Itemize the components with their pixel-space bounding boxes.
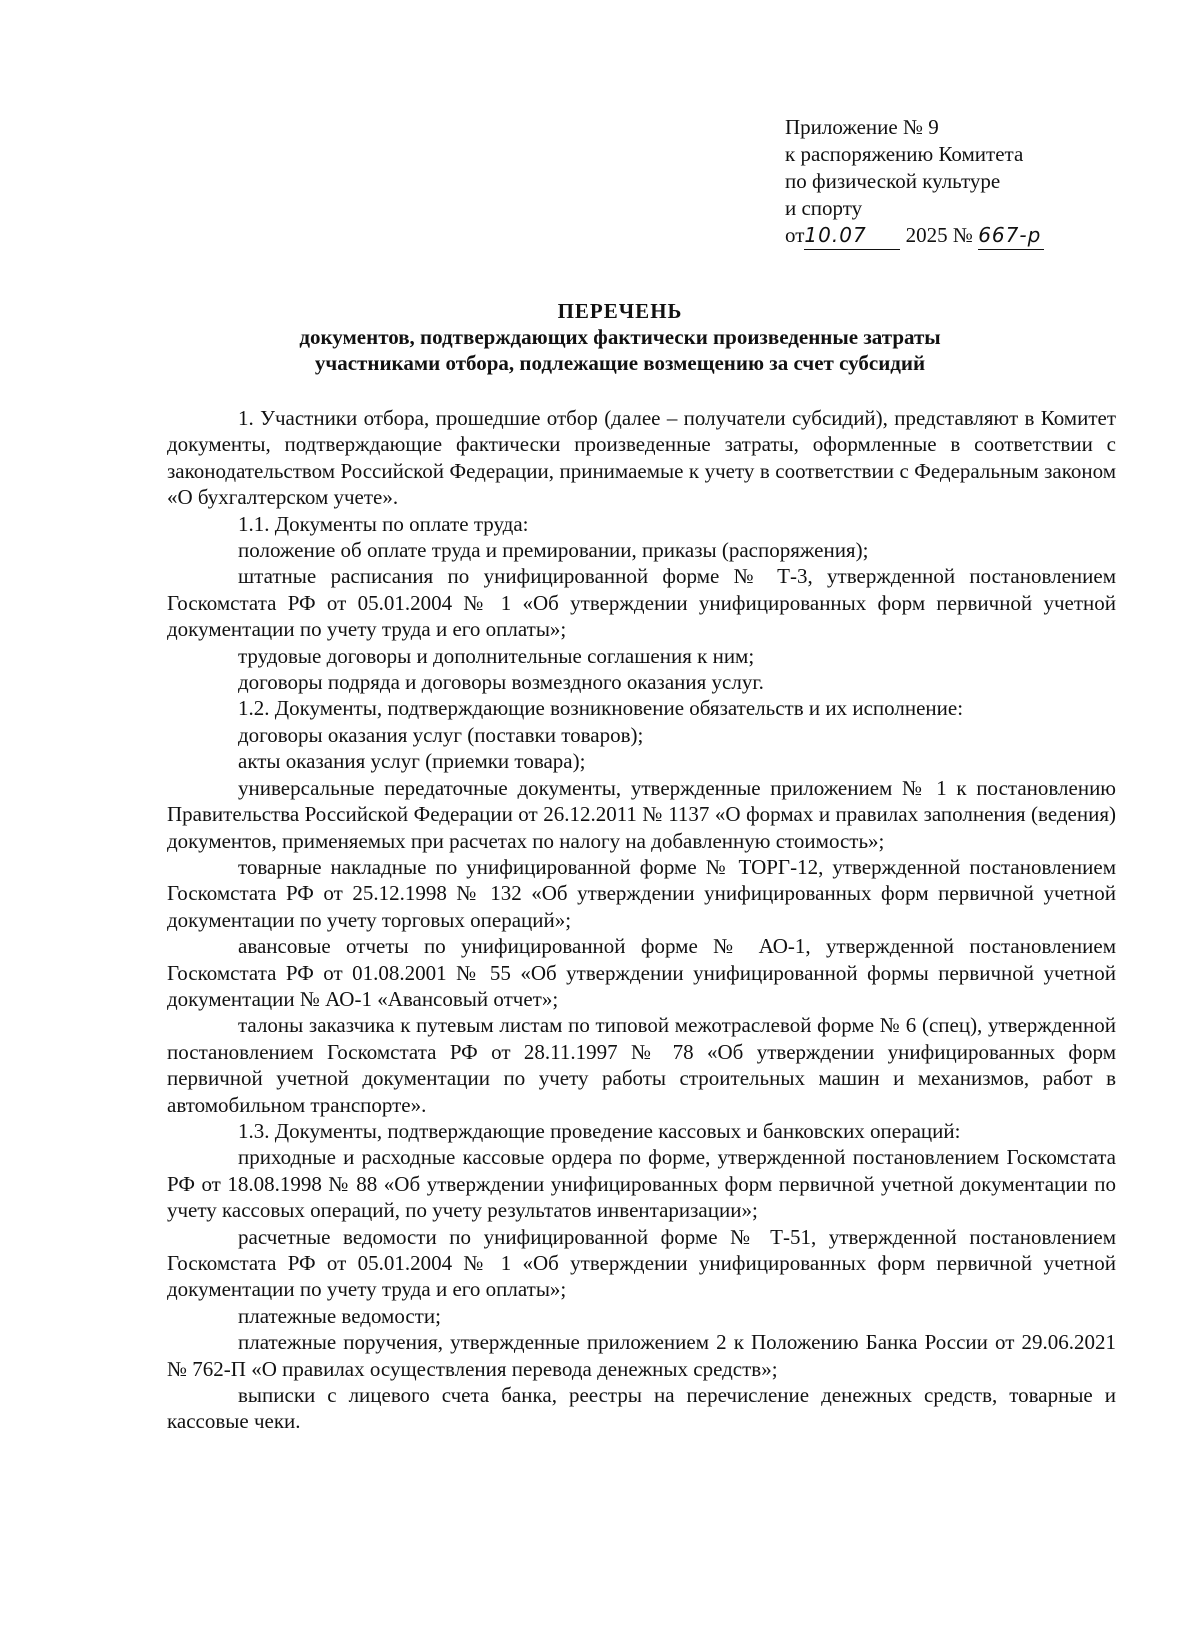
appendix-line-1: Приложение № 9 — [785, 115, 939, 139]
paragraph: талоны заказчика к путевым листам по типовой межотраслевой форме № 6 (спец), утвержденной постановлением Госкомстата РФ от 28.11.1997 № 78 «Об утверждении унифицированных форм первичной учетной документации по учету работы строительных машин и механизмов, работ в автомобильном транспорте». — [167, 1013, 1116, 1117]
paragraph: приходные и расходные кассовые ордера по форме, утвержденной постановлением Госкомстата РФ от 18.08.1998 № 88 «Об утверждении унифицированных форм первичной учетной документации по учету кассовых операций, по учету результатов инвентаризации»; — [167, 1145, 1116, 1223]
paragraph: штатные расписания по унифицированной форме № Т-3, утвержденной постановлением Госкомстата РФ от 05.01.2004 № 1 «Об утверждении унифицированных форм первичной учетной документации по учету труда и его оплаты»; — [167, 564, 1116, 642]
paragraph: 1.3. Документы, подтверждающие проведение кассовых и банковских операций: — [238, 1118, 961, 1143]
paragraph: авансовые отчеты по унифицированной форме № АО-1, утвержденной постановлением Госкомстата РФ от 01.08.2001 № 55 «Об утверждении унифицированной формы первичной учетной документации № АО-1 «Авансовый отчет»; — [167, 934, 1116, 1011]
title-heading: ПЕРЕЧЕНЬ — [557, 299, 683, 323]
appendix-line-2: к распоряжению Комитета — [785, 142, 1024, 166]
paragraph: акты оказания услуг (приемки товара); — [238, 749, 586, 774]
appendix-header — [785, 114, 1105, 250]
paragraph: положение об оплате труда и премировании, приказы (распоряжения); — [238, 538, 869, 563]
appendix-line-3: по физической культуре — [785, 169, 1001, 193]
number-field — [978, 222, 1044, 250]
title-subtitle-line-1: документов, подтверждающих фактически произведенные затраты — [299, 325, 941, 349]
handwritten-date: 10.07 — [804, 223, 867, 247]
paragraph: трудовые договоры и дополнительные соглашения к ним; — [238, 643, 755, 668]
paragraph: договоры подряда и договоры возмездного оказания услуг. — [238, 670, 764, 695]
handwritten-number: 667-р — [978, 223, 1042, 247]
paragraph: договоры оказания услуг (поставки товаров); — [238, 722, 644, 747]
paragraph: универсальные передаточные документы, утвержденные приложением № 1 к постановлению Правительства Российской Федерации от 26.12.2011 № 1137 «О формах и правилах заполнения (ведения) документов, применяемых при расчетах по налогу на добавленную стоимость»; — [167, 775, 1116, 853]
paragraph: 1.1. Документы по оплате труда: — [238, 511, 529, 536]
paragraph: расчетные ведомости по унифицированной форме № Т-51, утвержденной постановлением Госкомстата РФ от 05.01.2004 № 1 «Об утверждении унифицированных форм первичной учетной документации по учету труда и его оплаты»; — [167, 1224, 1116, 1302]
date-field — [804, 222, 900, 250]
appendix-date-line — [785, 222, 1105, 250]
date-prefix: от — [785, 223, 805, 247]
paragraph: товарные накладные по унифицированной форме № ТОРГ-12, утвержденной постановлением Госкомстата РФ от 25.12.1998 № 132 «Об утверждении унифицированных форм первичной учетной документации по учету торговых операций»; — [167, 854, 1116, 932]
paragraph: выписки с лицевого счета банка, реестры на перечисление денежных средств, товарные и кассовые чеки. — [167, 1383, 1116, 1434]
year-text: 2025 № — [905, 223, 973, 247]
document-title — [160, 298, 1080, 376]
document-body — [167, 405, 1116, 1435]
title-subtitle-line-2: участниками отбора, подлежащие возмещению за счет субсидий — [314, 351, 926, 375]
appendix-line-4: и спорту — [785, 196, 863, 220]
paragraph: платежные поручения, утвержденные приложением 2 к Положению Банка России от 29.06.2021 № 762-П «О правилах осуществления перевода денежных средств»; — [167, 1330, 1116, 1381]
paragraph: 1. Участники отбора, прошедшие отбор (далее – получатели субсидий), представляют в Комитет документы, подтверждающие фактически произведенные затраты, оформленные в соответствии с законодательством Российской Федерации, принимаемые к учету в соответствии с Федеральным законом «О бухгалтерском учете». — [167, 406, 1116, 510]
paragraph: 1.2. Документы, подтверждающие возникновение обязательств и их исполнение: — [238, 696, 964, 721]
paragraph: платежные ведомости; — [238, 1303, 441, 1328]
